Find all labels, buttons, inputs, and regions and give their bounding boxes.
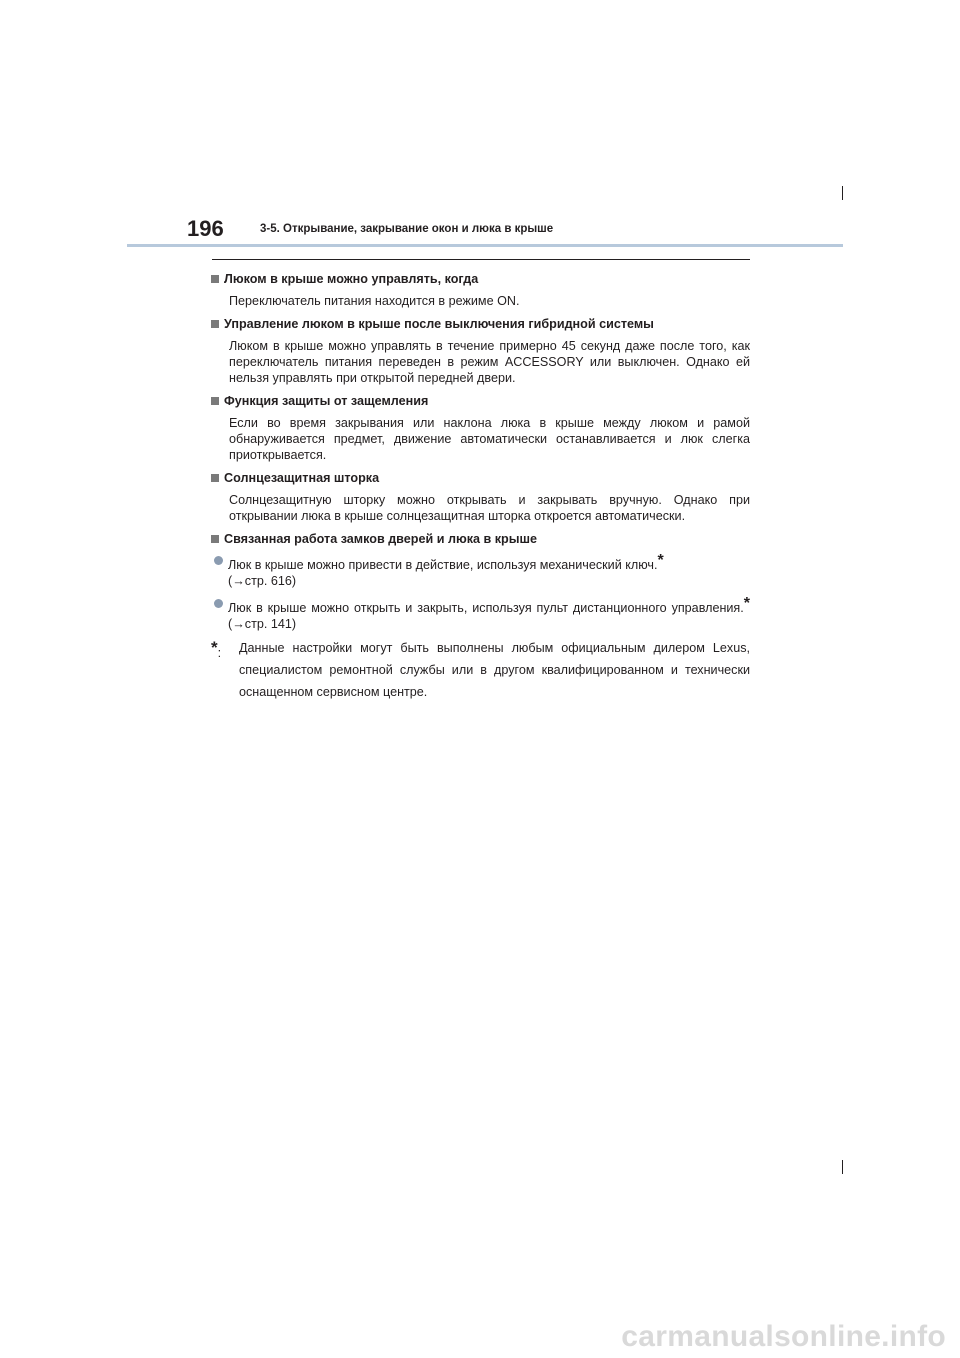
section-heading <box>211 393 750 409</box>
watermark: carmanualsonline.info <box>621 1320 946 1353</box>
section-after-shutdown <box>211 316 750 386</box>
square-bullet-icon <box>211 275 219 283</box>
footnote-colon: : <box>217 646 222 660</box>
section-heading-text: Функция защиты от защемления <box>224 394 429 408</box>
section-door-lock-link <box>211 531 750 632</box>
crop-mark-top <box>842 186 843 200</box>
list-item-text <box>228 553 750 589</box>
list-item <box>211 553 750 589</box>
list-item <box>211 596 750 632</box>
crop-mark-bottom <box>842 1160 843 1174</box>
section-heading <box>211 470 750 486</box>
square-bullet-icon <box>211 474 219 482</box>
section-heading-text: Люком в крыше можно управлять, когда <box>224 272 479 286</box>
page-number: 196 <box>187 216 224 241</box>
footnote-text: Данные настройки могут быть выполнены любым официальным дилером Lexus, специалистом ремонтной службы или в другом квалифицированном и технически оснащенном сервисном центре. <box>239 641 750 699</box>
list-item-body: Люк в крыше можно открыть и закрыть, используя пульт дистанционного управления. <box>228 601 744 615</box>
section-heading-text: Солнцезащитная шторка <box>224 471 380 485</box>
section-jam-protection <box>211 393 750 463</box>
page-reference: (→стр. 141) <box>228 617 297 631</box>
section-power-switch <box>211 271 750 309</box>
round-bullet-icon <box>214 599 223 608</box>
section-heading <box>211 271 750 287</box>
content-rule <box>212 259 750 260</box>
footnote <box>211 637 750 703</box>
section-heading <box>211 316 750 332</box>
section-body: Солнцезащитную шторку можно открывать и закрывать вручную. Однако при открывании люка в крыше солнцезащитная шторка откроется автоматически. <box>229 493 750 523</box>
list-item-text <box>228 596 750 632</box>
section-body: Люком в крыше можно управлять в течение примерно 45 секунд даже после того, как переключатель питания переведен в режим ACCESSORY или выключен. Однако ей нельзя управлять при открытой передней двери. <box>229 339 750 385</box>
header-rule <box>127 244 843 247</box>
section-body: Если во время закрывания или наклона люка в крыше между люком и рамой обнаруживается предмет, движение автоматически останавливается и люк слегка приоткрывается. <box>229 416 750 462</box>
section-body: Переключатель питания находится в режиме ON. <box>229 294 520 308</box>
section-heading <box>211 531 750 547</box>
section-heading-text: Связанная работа замков дверей и люка в крыше <box>224 532 537 546</box>
asterisk-mark: * <box>657 552 664 569</box>
footnote-mark <box>211 637 239 703</box>
section-sunshade <box>211 470 750 524</box>
section-heading-text: Управление люком в крыше после выключения гибридной системы <box>224 317 654 331</box>
square-bullet-icon <box>211 320 219 328</box>
section-title: 3-5. Открывание, закрывание окон и люка в крыше <box>260 223 554 235</box>
square-bullet-icon <box>211 397 219 405</box>
content <box>211 271 750 703</box>
asterisk-mark: * <box>211 638 218 657</box>
page-reference: (→стр. 616) <box>228 574 297 588</box>
square-bullet-icon <box>211 535 219 543</box>
list-item-body: Люк в крыше можно привести в действие, используя механический ключ. <box>228 558 658 572</box>
asterisk-mark: * <box>743 595 750 612</box>
round-bullet-icon <box>214 556 223 565</box>
